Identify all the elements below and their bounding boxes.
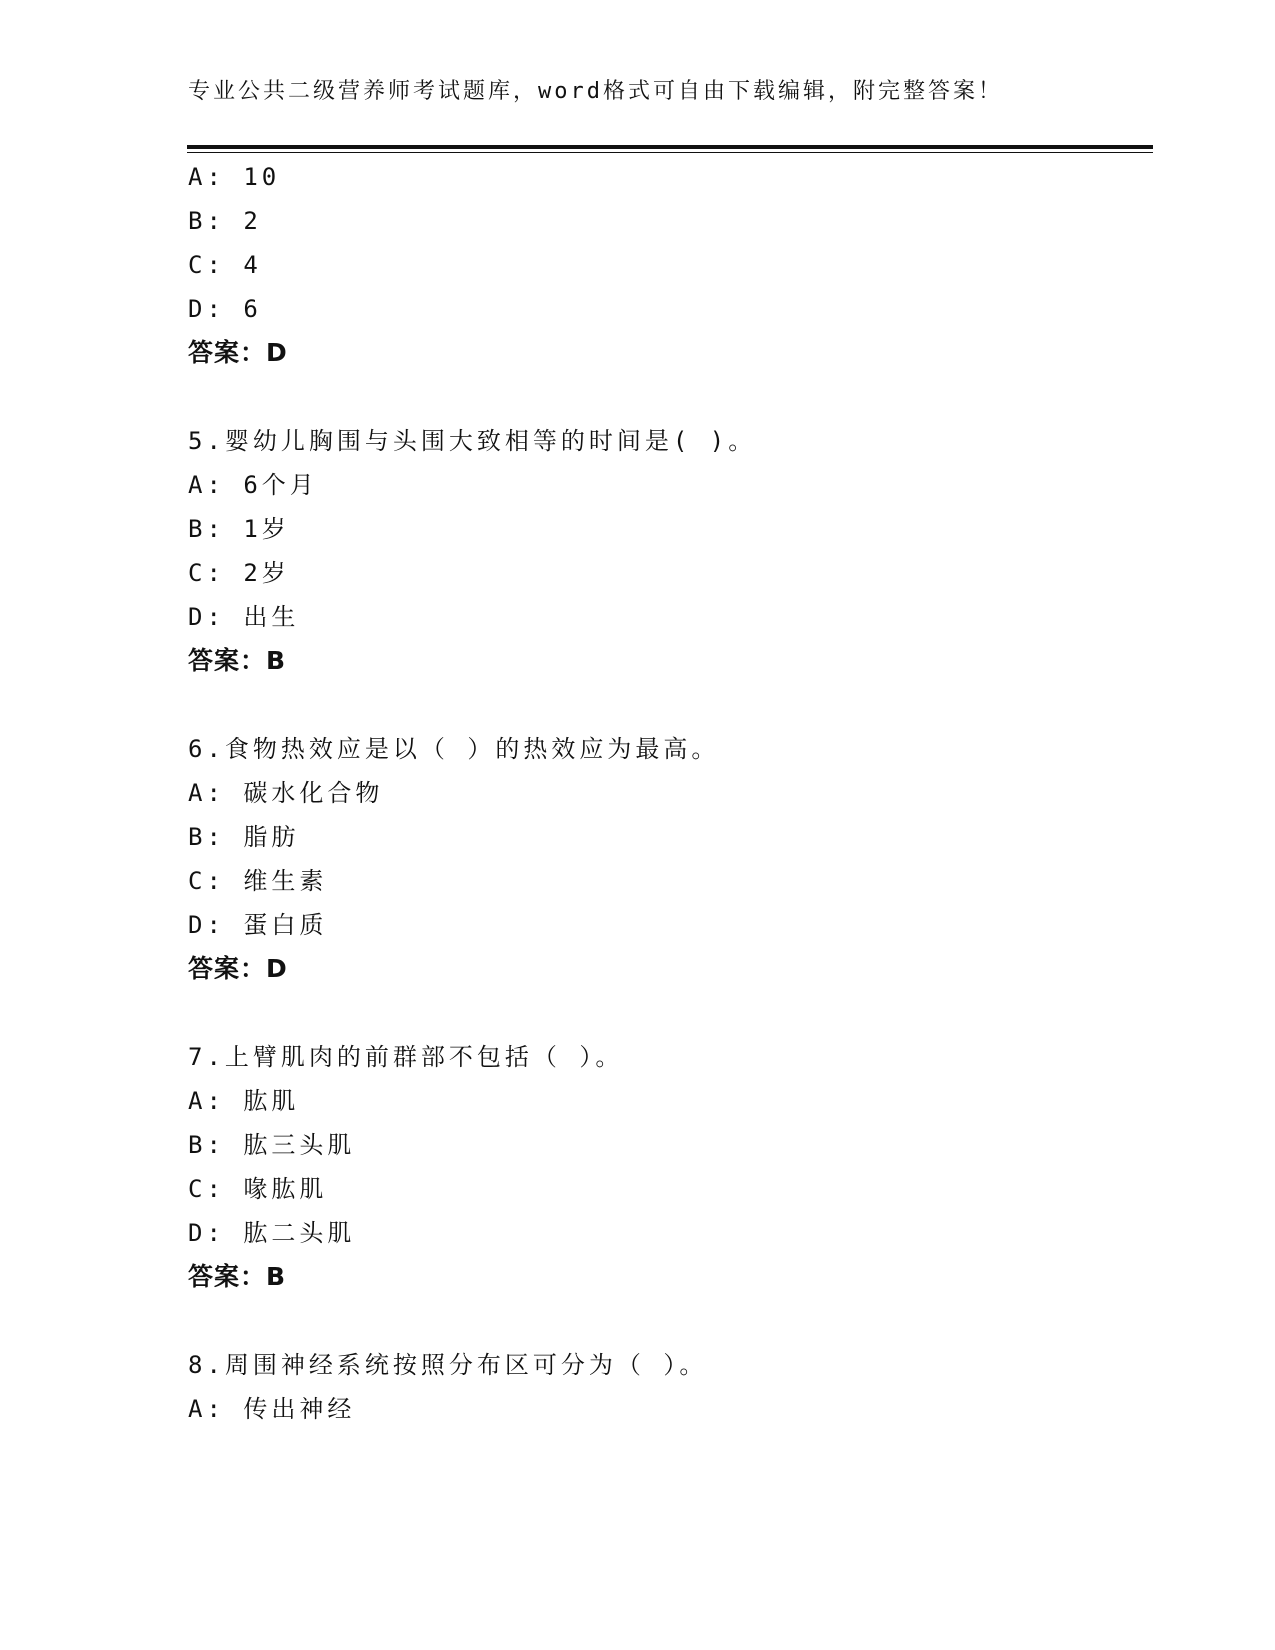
- q6-answer: 答案：D: [188, 954, 288, 983]
- q6-option-d: D: 蛋白质: [188, 911, 328, 939]
- q4-option-d: D: 6: [188, 295, 262, 323]
- q5-option-a: A: 6个月: [188, 471, 318, 499]
- q7-option-d: D: 肱二头肌: [188, 1219, 356, 1247]
- q5-answer: 答案：B: [188, 646, 287, 675]
- q8-question: 8.周围神经系统按照分布区可分为（ ）。: [188, 1351, 708, 1379]
- q7-option-b: B: 肱三头肌: [188, 1131, 356, 1159]
- header-rule-thick: [187, 145, 1153, 149]
- q5-option-d: D: 出生: [188, 603, 300, 631]
- header-rule-thin: [187, 152, 1153, 153]
- page-header: 专业公共二级营养师考试题库，word格式可自由下载编辑，附完整答案！: [188, 79, 1003, 104]
- q4-option-a: A: 10: [188, 163, 281, 191]
- q4-option-b: B: 2: [188, 207, 262, 235]
- q7-option-a: A: 肱肌: [188, 1087, 300, 1115]
- q4-option-c: C: 4: [188, 251, 262, 279]
- q7-answer: 答案：B: [188, 1262, 287, 1291]
- q8-option-a: A: 传出神经: [188, 1395, 356, 1423]
- q5-question: 5.婴幼儿胸围与头围大致相等的时间是( )。: [188, 427, 757, 455]
- q6-question: 6.食物热效应是以（ ）的热效应为最高。: [188, 735, 720, 763]
- q4-answer: 答案：D: [188, 338, 288, 367]
- q5-option-b: B: 1岁: [188, 515, 290, 543]
- q7-option-c: C: 喙肱肌: [188, 1175, 328, 1203]
- q6-option-a: A: 碳水化合物: [188, 779, 384, 807]
- q6-option-c: C: 维生素: [188, 867, 328, 895]
- q7-question: 7.上臂肌肉的前群部不包括（ ）。: [188, 1043, 624, 1071]
- q6-option-b: B: 脂肪: [188, 823, 300, 851]
- q5-option-c: C: 2岁: [188, 559, 290, 587]
